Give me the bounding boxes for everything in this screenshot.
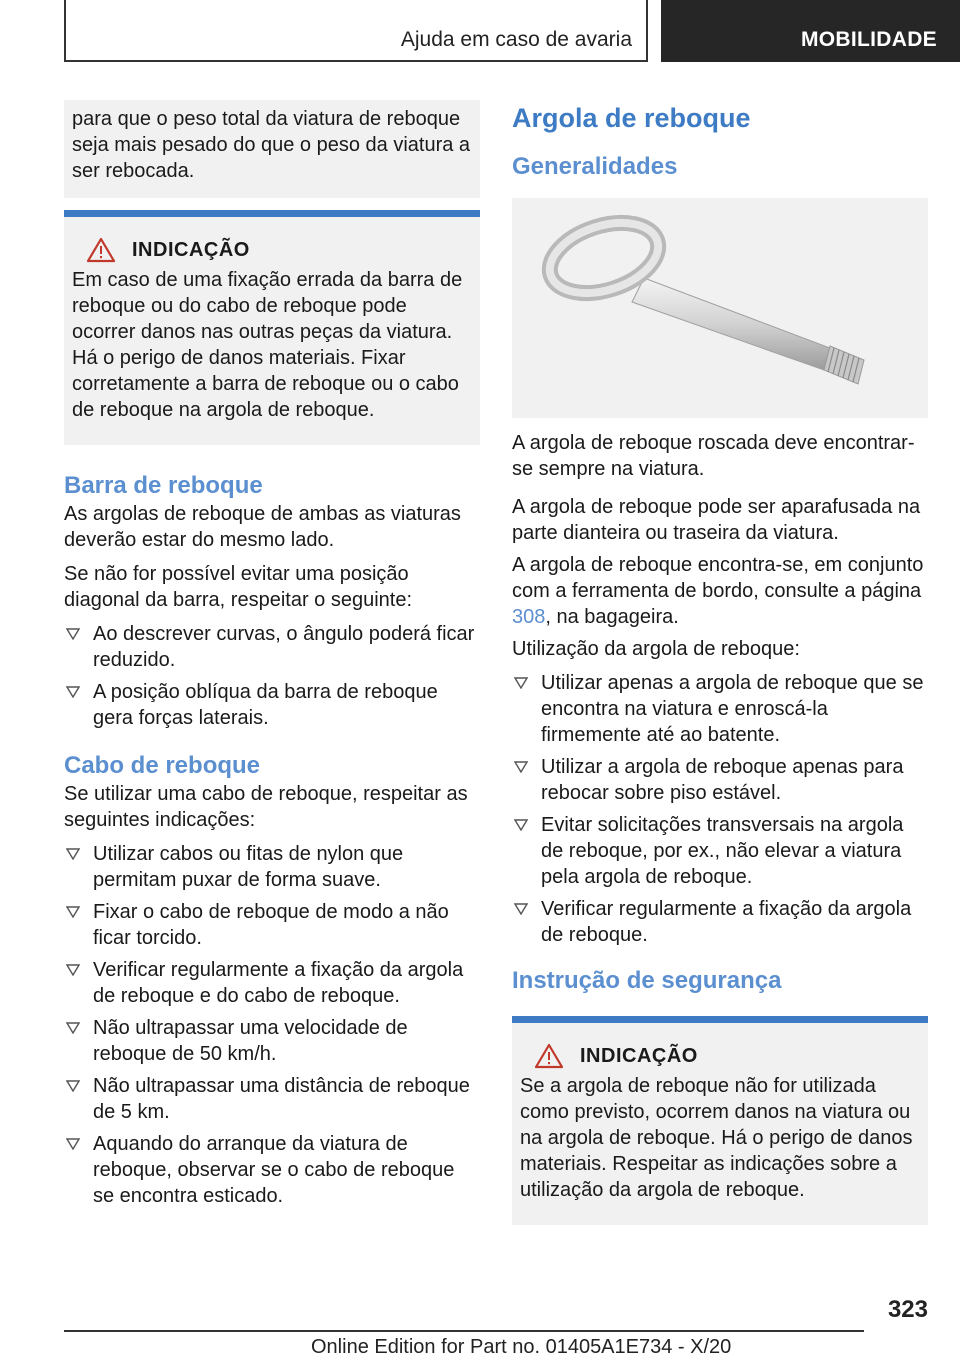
bullet-triangle-icon [66, 1022, 80, 1034]
list-item: Verificar regularmente a fixação da argola de reboque. [512, 896, 928, 948]
bullet-triangle-icon [66, 906, 80, 918]
right-paragraph-3: A argola de reboque encontra-se, em conjunto com a ferramenta de bordo, consulte a página 308, na bagageira. [512, 554, 924, 628]
intro-box [64, 100, 480, 198]
chapter-title: MOBILIDADE [801, 28, 937, 51]
bullet-triangle-icon [514, 761, 528, 773]
list-item: Utilizar apenas a argola de reboque que se encontra na viatura e enroscá-la firmemente até ao batente. [512, 670, 928, 748]
bullet-triangle-icon [66, 964, 80, 976]
left-column [64, 100, 480, 1209]
section-tab [64, 0, 648, 62]
right-paragraph-2: A argola de reboque pode ser aparafusada na parte dianteira ou traseira da viatura. [512, 496, 921, 544]
list-item: Utilizar cabos ou fitas de nylon que permitam puxar de forma suave. [64, 841, 480, 893]
warning-label: INDICAÇÃO [580, 1044, 698, 1067]
list-item: Evitar solicitações transversais na argola de reboque, por ex., não elevar a viatura pela argola de reboque. [512, 812, 928, 890]
barra-list [64, 621, 480, 731]
right-paragraph-4: Utilização da argola de reboque: [512, 638, 800, 660]
warning-triangle-icon [534, 1043, 564, 1069]
cabo-list [64, 841, 480, 1209]
warning-title [520, 1043, 920, 1069]
cabo-paragraph-1: Se utilizar uma cabo de reboque, respeitar as seguintes indicações: [64, 783, 468, 831]
warning-box [64, 210, 480, 445]
warning-text: Se a argola de reboque não for utilizada como previsto, ocorrem danos na viatura ou na argola de reboque. Há o perigo de danos materiais. Respeitar as indicações sobre a utilização da argola de reboque. [520, 1075, 913, 1201]
heading-generalidades: Generalidades [512, 153, 678, 180]
heading-barra: Barra de reboque [64, 472, 263, 499]
bullet-triangle-icon [66, 628, 80, 640]
list-item: Não ultrapassar uma distância de reboque de 5 km. [64, 1073, 480, 1125]
tow-eye-illustration [512, 198, 928, 418]
usage-list [512, 670, 928, 948]
list-item: Fixar o cabo de reboque de modo a não ficar torcido. [64, 899, 480, 951]
footer-divider [64, 1330, 864, 1332]
bullet-triangle-icon [66, 686, 80, 698]
page-title: Argola de reboque [512, 103, 751, 133]
page-reference-link[interactable]: 308 [512, 606, 546, 628]
warning-triangle-icon [86, 237, 116, 263]
heading-cabo: Cabo de reboque [64, 752, 261, 779]
right-column [512, 100, 928, 1225]
barra-paragraph-1: As argolas de reboque de ambas as viaturas deverão estar do mesmo lado. [64, 503, 461, 551]
tow-eye-image [512, 198, 928, 418]
list-item: Verificar regularmente a fixação da argola de reboque e do cabo de reboque. [64, 957, 480, 1009]
warning-text: Em caso de uma fixação errada da barra de reboque ou do cabo de reboque pode ocorrer danos nas outras peças da viatura. Há o perigo de danos materiais. Fixar corretamente a barra de reboque ou o cabo de reboque na argola de reboque. [72, 269, 463, 421]
list-item: A posição oblíqua da barra de reboque gera forças laterais. [64, 679, 480, 731]
section-title: Ajuda em caso de avaria [400, 28, 632, 51]
warning-title [72, 237, 472, 263]
list-item: Não ultrapassar uma velocidade de reboque de 50 km/h. [64, 1015, 480, 1067]
right-paragraph-1: A argola de reboque roscada deve encontrar-se sempre na viatura. [512, 432, 915, 480]
bullet-triangle-icon [514, 819, 528, 831]
bullet-triangle-icon [66, 848, 80, 860]
warning-label: INDICAÇÃO [132, 238, 250, 261]
bullet-triangle-icon [514, 903, 528, 915]
heading-safety: Instrução de segurança [512, 967, 782, 994]
bullet-triangle-icon [66, 1080, 80, 1092]
list-item: Aquando do arranque da viatura de reboque, observar se o cabo de reboque se encontra esticado. [64, 1131, 480, 1209]
warning-box-right [512, 1016, 928, 1225]
intro-text: para que o peso total da viatura de reboque seja mais pesado do que o peso da viatura a ser rebocada. [72, 108, 471, 182]
list-item: Ao descrever curvas, o ângulo poderá ficar reduzido. [64, 621, 480, 673]
bullet-triangle-icon [514, 677, 528, 689]
page-header [0, 0, 960, 66]
barra-paragraph-2: Se não for possível evitar uma posição diagonal da barra, respeitar o seguinte: [64, 563, 413, 611]
chapter-tab [661, 0, 960, 62]
edition-text: Online Edition for Part no. 01405A1E734 - X/20 [311, 1336, 732, 1358]
bullet-triangle-icon [66, 1138, 80, 1150]
list-item: Utilizar a argola de reboque apenas para rebocar sobre piso estável. [512, 754, 928, 806]
page-number: 323 [887, 1296, 928, 1323]
